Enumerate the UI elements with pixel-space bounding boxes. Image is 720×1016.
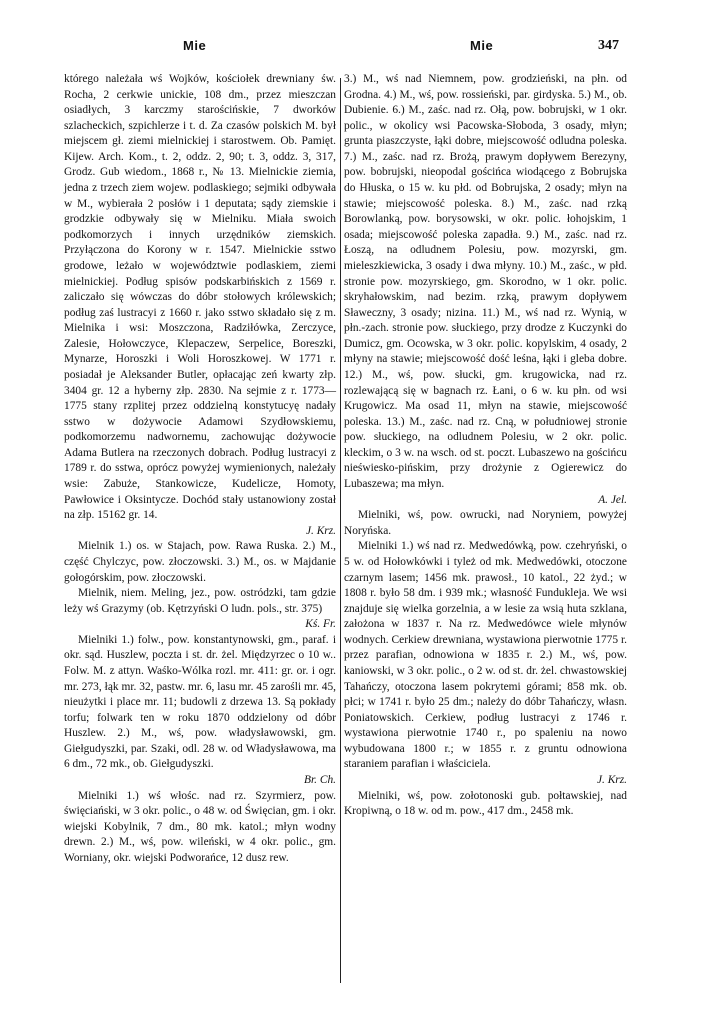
entry-mielnik-galicia: Mielnik 1.) os. w Stajach, pow. Rawa Ruska. 2.) M., część Chylczyc, pow. złoczowski. 3.) M., os. w Majdanie gołogórskim, pow. złoczowski. — [64, 540, 336, 584]
entry-mielniki-swiecianski: Mielniki 1.) wś włośc. nad rz. Szyrmierz, pow. święciański, w 3 okr. polic., o 48 w. od Święcian, gm. i okr. wiejski Kobylnik, 7 dm., 80 mk. katol.; młyn wodny drewn. 2.) M., wś, pow. wileński, w 4 okr. polic., gm. Worniany, okr. wiejski Podworańce, 12 dusz rew. — [64, 789, 336, 864]
entry-mielniki-zolotonoski: Mielniki, wś, pow. zołotonoski gub. połtawskiej, nad Kropiwną, o 18 w. od m. pow., 417 dm., 2458 mk. — [344, 789, 627, 818]
entry-mielniki-owrucki: Mielniki, wś, pow. owrucki, nad Noryniem, powyżej Noryńska. — [344, 509, 627, 537]
entry-mielnik-continued: którego należała wś Wojków, kościołek drewniany św. Rocha, 2 cerkwie unickie, 108 dm., przez mieszczan osiadłych, 3 karczmy starościńskie, 7 dworków szlacheckich, szpichlerze i t. d. Za czasów polskich M. był miejscem gł. ziemi mielnickiej i starostwem. Ob. Pamięt. Kijew. Arch. Kom., t. 2, oddz. 2, 90; t. 3, oddz. 3, 317, Grodz. Gub wiedom., 1868 r., № 13. Mielnickie ziemia, jedna z trzech ziem wojew. podlaskiego; sejmiki odbywała w M., wybierała 2 posłów i 1 deputata; sądy ziemskie i grodzkie odbywały się w Mielniku. Miała swoich podkomorzych i innych urzędników ziemskich. Przyłączona do Korony w r. 1547. Mielnickie sstwo grodowe, leżało w województwie podlaskiem, ziemi mielnickiej. Podług spisów podskarbińskich z 1569 r. zaliczało się wówczas do dóbr stołowych królewskich; podług zaś lustracyi z 1660 r. jako sstwo składało się z m. Mielnika i wsi: Moszczona, Radziłówka, Zerczyce, Zalesie, Hołowczyce, Klepaczew, Serpelice, Boreszki, Mynarze, Horoszki i Woli Horoszkowej. W 1771 r. posiadał je Aleksander Butler, opłacając zeń kwarty złp. 3404 gr. 12 a hyberny złp. 2830. Na sejmie z r. 1773—1775 stany rzplitej przez oddzielną konstytucyę nadały sstwo w dożywocie Adamowi Szydłowskiemu, podkomorzemu nadwornemu, zachowując dożywocie Adama Butlera na rzeczonych dobrach. Podług lustracyi z 1789 r. do sstwa, oprócz powyżej wymienionych, należały wsie: Zabuże, Stankowicze, Kudelicze, Homoty, Pawłowice i Oksintycze. Dochód stały ustanowiony został na złp. 15162 gr. 14. — [64, 73, 336, 522]
author-signature: Kś. Fr. — [305, 618, 336, 631]
right-running-head: Mie — [470, 38, 494, 53]
author-signature: Br. Ch. — [304, 774, 336, 787]
entry-mielnik-lake: Mielnik, niem. Meling, jez., pow. ostródzki, tam gdzie leży wś Grazymy (ob. Kętrzyński O ludn. pols., str. 375) — [64, 587, 336, 615]
column-divider — [340, 78, 341, 983]
left-running-head: Mie — [183, 38, 207, 53]
author-signature: J. Krz. — [596, 774, 627, 787]
author-signature: J. Krz. — [305, 524, 336, 537]
right-column — [344, 72, 627, 820]
left-column — [64, 72, 336, 866]
entry-mielniki-konstantynowski: Mielniki 1.) folw., pow. konstantynowski, gm., paraf. i okr. sąd. Huszlew, poczta i st. dr. żel. Międzyrzec o 10 w.. Folw. M. z attyn. Waśko-Wólka rozl. mr. 411: gr. or. i ogr. mr. 273, łąk mr. 32, pastw. mr. 6, lasu mr. 45 zarośli mr. 45, nieużytki i place mr. 11; budowli z drzewa 13. Są pokłady torfu; folwark ten w roku 1870 oddzielony od dóbr Huszlew. 2.) M., wś, pow. władysławowski, gm. Giełgudyszki, par. Szaki, odl. 28 w. od Władysławowa, ma 6 dm., 72 mk., ob. Giełgudyszki. — [64, 633, 336, 771]
entry-mielniki-czehrynski: Mielniki 1.) wś nad rz. Medwedówką, pow. czehryński, o 5 w. od Hołowkówki i tyleż od mk. Medwedówki, otoczone czarnym lasem; 1456 mk. prawosł., 10 katol., 22 żyd.; w 1808 r. było 58 dm. i 939 mk.; własność Fundukleja. We wsi znajduje się wielka gorzelnia, a w lesie za wsią huta szklana, założona w 1837 r. Na rz. Medwedówce wiele młynów wodnych. Cerkiew drewniana, wystawiona pierwotnie 1775 r. przez parafian, odnowiona w 1835 r. 2.) M., wś, pow. kaniowski, w 3 okr. polic., o 2 w. od st. dr. żel. chwastowskiej Tahańczy, otoczona lasem pokrytemi górami; 858 mk. ob. płci; w 1741 r. było 25 dm.; należy do dóbr Tahańczy, własn. Poniatowskich. Cerkiew, podług lustracyi z 1746 r. wystawiona pierwotnie 1740 r., po spaleniu na nowo wybudowana 1800 r.; w 1855 r. z gruntu odnowiona staraniem parafian i właściciela. — [344, 540, 627, 771]
entry-mielniki-continued: 3.) M., wś nad Niemnem, pow. grodzieński, na płn. od Grodna. 4.) M., wś, pow. rossieński, par. girdyska. 5.) M., ob. Dubienie. 6.) M., zaśc. nad rz. Ołą, pow. bobrujski, w 1 okr. polic., w okolicy wsi Pacowska-Słoboda, 3 osady, młyn; grunta piaszczyste, łąki dobre, miejscowość odludna poleska. 7.) M., zaśc. nad rz. Brożą, prawym dopływem Berezyny, pow. bobrujski, nieopodal gościńca wiodącego z Bobrujska do Hłuska, o 15 w. ku płd. od Bobrujska, 2 osady; młyn na stawie; miejscowość poleska. 8.) M., zaśc. nad rzką Borowlanką, pow. borysowski, w okr. polic. łohojskim, 1 osada; miejscowość poleska zapadła. 9.) M., zaśc. nad rz. Łoszą, na odludnem Polesiu, pow. mozyrski, gm. mieleszkiewicka, 3 osady i dwa młyny. 10.) M., zaśc., w płd. stronie pow. mozyrskiego, gm. Skorodno, w 1 okr. polic. skryhałowskim, nad bezim. rzką, prawym dopływem Sławeczny, 3 osady; nizina. 11.) M., wś nad rz. Wynią, w płn.-zach. stronie pow. słuckiego, przy drodze z Kuczynki do Dumicz, gm. Ocowska, w 3 okr. polic. kopylskim, 4 osady, 2 młyny na stawie; miejscowość dość leśna, łąki i gleba dobre. 12.) M., wś, pow. słucki, gm. krugowicka, nad rz. rozlewającą się w bagnach rz. Łani, o 6 w. ku płn. od wsi Krugowicz. Ma osad 11, młyn na stawie, miejscowość poleska. 13.) M., zaśc. nad rz. Cną, w południowej stronie pow. słuckiego, na odludnem Polesiu, w 2 okr. polic. kleckim, o 3 w. na wsch. od st. poczt. Lubaszewo na gościńcu nieświesko-pińskim, przy drożynie z Ogierewicz do Lubaszewa; ma młyn. — [344, 73, 627, 491]
page-number: 347 — [598, 38, 619, 53]
running-header — [0, 38, 720, 60]
author-signature: A. Jel. — [598, 493, 627, 506]
